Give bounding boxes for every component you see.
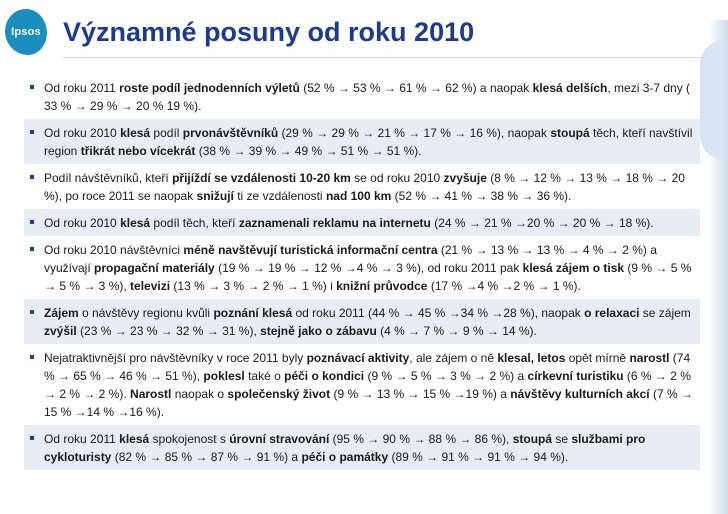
bullet-text-bold: třikrát nebo vícekrát: [80, 144, 196, 158]
bullet-text: Nejatraktivnější pro návštěvníky v roce 2011 byly: [44, 351, 307, 365]
bullet-text-bold: televizi: [130, 279, 171, 293]
bullet-text: (9 % → 13 % → 15 % →19 %) a: [330, 387, 511, 401]
bullet-text: podíl: [150, 126, 183, 140]
bullet-item: [24, 74, 700, 119]
bullet-text: (74 % → 65 % → 46 % → 51 %),: [44, 351, 691, 383]
bullet-text-bold: poklesl: [203, 369, 245, 383]
bullet-text: se: [552, 432, 572, 446]
bullet-marker-icon: [30, 130, 34, 134]
bullet-text-bold: úrovní stravování: [229, 432, 330, 446]
bullet-text: opět mírně: [565, 351, 630, 365]
bullet-text-bold: knižní průvodce: [336, 279, 428, 293]
bullet-text-bold: péči o památky: [301, 450, 389, 464]
bullet-text: Od roku 2010: [44, 216, 121, 230]
bullet-text: (24 % → 21 % →20 % → 20 % → 18 %).: [430, 216, 654, 230]
bullet-text: Od roku 2010: [44, 126, 121, 140]
bullet-text-bold: poznání klesá: [213, 306, 293, 320]
bullet-text: (17 % →4 % →2 % → 1 %).: [427, 279, 581, 293]
bullet-text-bold: klesá: [120, 126, 151, 140]
bullet-text: (4 % → 7 % → 9 % → 14 %).: [376, 324, 537, 338]
bullet-text: (89 % → 91 % → 91 % → 94 %).: [388, 450, 569, 464]
bullet-text: Od roku 2011: [44, 81, 120, 95]
bullet-text-bold: poznávací aktivity: [306, 351, 410, 365]
bullet-text-bold: přijíždí se vzdálenosti 10-20 km: [172, 171, 351, 185]
bullet-text-bold: klesá delších: [532, 81, 608, 95]
bullet-text-bold: stoupá: [512, 432, 553, 446]
bullet-text-bold: zvýšil: [44, 324, 77, 338]
slide-title: Významné posuny od roku 2010: [63, 17, 475, 47]
bullet-text: se zájem: [639, 306, 691, 320]
bullet-text-bold: nad 100 km: [325, 189, 392, 203]
bullet-text-bold: roste podíl jednodenních výletů: [119, 81, 300, 95]
bullet-text: (38 % → 39 % → 49 % → 51 % → 51 %).: [195, 144, 422, 158]
bullet-item: [24, 236, 700, 299]
bullet-text: od roku 2011 (44 % → 45 % →34 % →28 %), naopak: [292, 306, 585, 320]
bullet-text: (7 % → 15 % →14 % →16 %).: [44, 387, 693, 419]
bullet-item: [24, 425, 700, 470]
bullet-item: [24, 209, 700, 236]
bullet-text-bold: klesal, letos: [497, 351, 566, 365]
ipsos-logo: Ipsos: [5, 9, 47, 55]
bullet-text: (9 % → 5 % → 5 % → 3 %),: [44, 261, 692, 293]
bullet-text: naopak o: [171, 387, 228, 401]
bullet-text-bold: návštěvy kulturních akcí: [510, 387, 650, 401]
bullet-text-bold: stoupá: [550, 126, 590, 140]
bullet-text: (23 % → 23 % → 32 % → 31 %),: [76, 324, 261, 338]
bullet-text-bold: méně navštěvují turistická informační centra: [183, 243, 438, 257]
bullet-text: (95 % → 90 % → 88 % → 86 %),: [329, 432, 513, 446]
bullet-text: (52 % → 53 % → 61 % → 62 %) a naopak: [299, 81, 533, 95]
bullet-text: spokojenost s: [149, 432, 230, 446]
bullet-item: [24, 299, 700, 344]
bullet-text: (9 % → 5 % → 3 % → 2 %) a: [364, 369, 528, 383]
bullet-marker-icon: [30, 220, 34, 224]
bullet-marker-icon: [30, 436, 34, 440]
bullet-item: [24, 119, 700, 164]
bullet-text-bold: snižují: [196, 189, 234, 203]
bullet-text-bold: narostl: [629, 351, 670, 365]
bullet-text: Od roku 2011: [44, 432, 120, 446]
bullet-text-bold: zaznamenali reklamu na internetu: [238, 216, 431, 230]
bullet-text: těch, kteří navštívil region: [44, 126, 693, 158]
bullet-text: , mezi 3-7 dny ( 33 % → 29 % → 20 % 19 %).: [44, 81, 691, 113]
bullet-marker-icon: [30, 175, 34, 179]
bullet-text-bold: Zájem: [44, 306, 79, 320]
bullet-item: [24, 164, 700, 209]
bullet-text: (8 % → 12 % → 13 % → 18 % → 20 %), po roce 2011 se naopak: [44, 171, 685, 203]
bullet-text: (52 % → 41 % → 38 % → 36 %).: [391, 189, 572, 203]
background-decoration-strip: [708, 20, 728, 514]
bullet-text-bold: církevní turistiku: [527, 369, 624, 383]
bullet-marker-icon: [30, 355, 34, 359]
bullet-text-bold: propagační materiály: [94, 261, 215, 275]
bullet-text: podíl těch, kteří: [150, 216, 239, 230]
bullet-text-bold: zvyšuje: [443, 171, 487, 185]
bullet-text-bold: společenský život: [227, 387, 331, 401]
bullet-item: [24, 344, 700, 425]
bullet-text: ti ze vzdálenosti: [233, 189, 326, 203]
bullet-text-bold: službami pro cykloturisty: [44, 432, 646, 464]
bullet-text: , ale zájem o ně: [409, 351, 498, 365]
title-divider: [63, 57, 703, 58]
bullet-text: (13 % → 3 % → 2 % → 1 %) i: [170, 279, 337, 293]
bullet-text: také o: [244, 369, 285, 383]
bullet-text-bold: péči o kondici: [284, 369, 365, 383]
bullet-text-bold: klesá: [119, 432, 150, 446]
bullet-list: [24, 74, 700, 470]
bullet-text: Podíl návštěvníků, kteří: [44, 171, 173, 185]
bullet-text-bold: prvonávštěvníků: [182, 126, 279, 140]
bullet-marker-icon: [30, 85, 34, 89]
bullet-marker-icon: [30, 247, 34, 251]
bullet-text-bold: Narostl: [130, 387, 172, 401]
bullet-marker-icon: [30, 310, 34, 314]
bullet-text: se od roku 2010: [350, 171, 444, 185]
bullet-text-bold: stejně jako o zábavu: [260, 324, 377, 338]
bullet-text: (21 % → 13 % → 13 % → 4 % → 2 %) a využívají: [44, 243, 657, 275]
bullet-text: (19 % → 19 % → 12 % →4 % → 3 %), od roku 2011 pak: [214, 261, 523, 275]
bullet-text: (29 % → 29 % → 21 % → 17 % → 16 %), naopak: [278, 126, 551, 140]
bullet-text-bold: klesá: [120, 216, 151, 230]
bullet-text: (6 % → 2 % → 2 % → 2 %).: [44, 369, 691, 401]
bullet-text-bold: o relaxaci: [584, 306, 640, 320]
bullet-text: (82 % → 85 % → 87 % → 91 %) a: [111, 450, 302, 464]
bullet-text: Od roku 2010 návštěvníci: [44, 243, 184, 257]
bullet-text-bold: klesá zájem o tisk: [522, 261, 625, 275]
bullet-text: o návštěvy regionu kvůli: [78, 306, 214, 320]
